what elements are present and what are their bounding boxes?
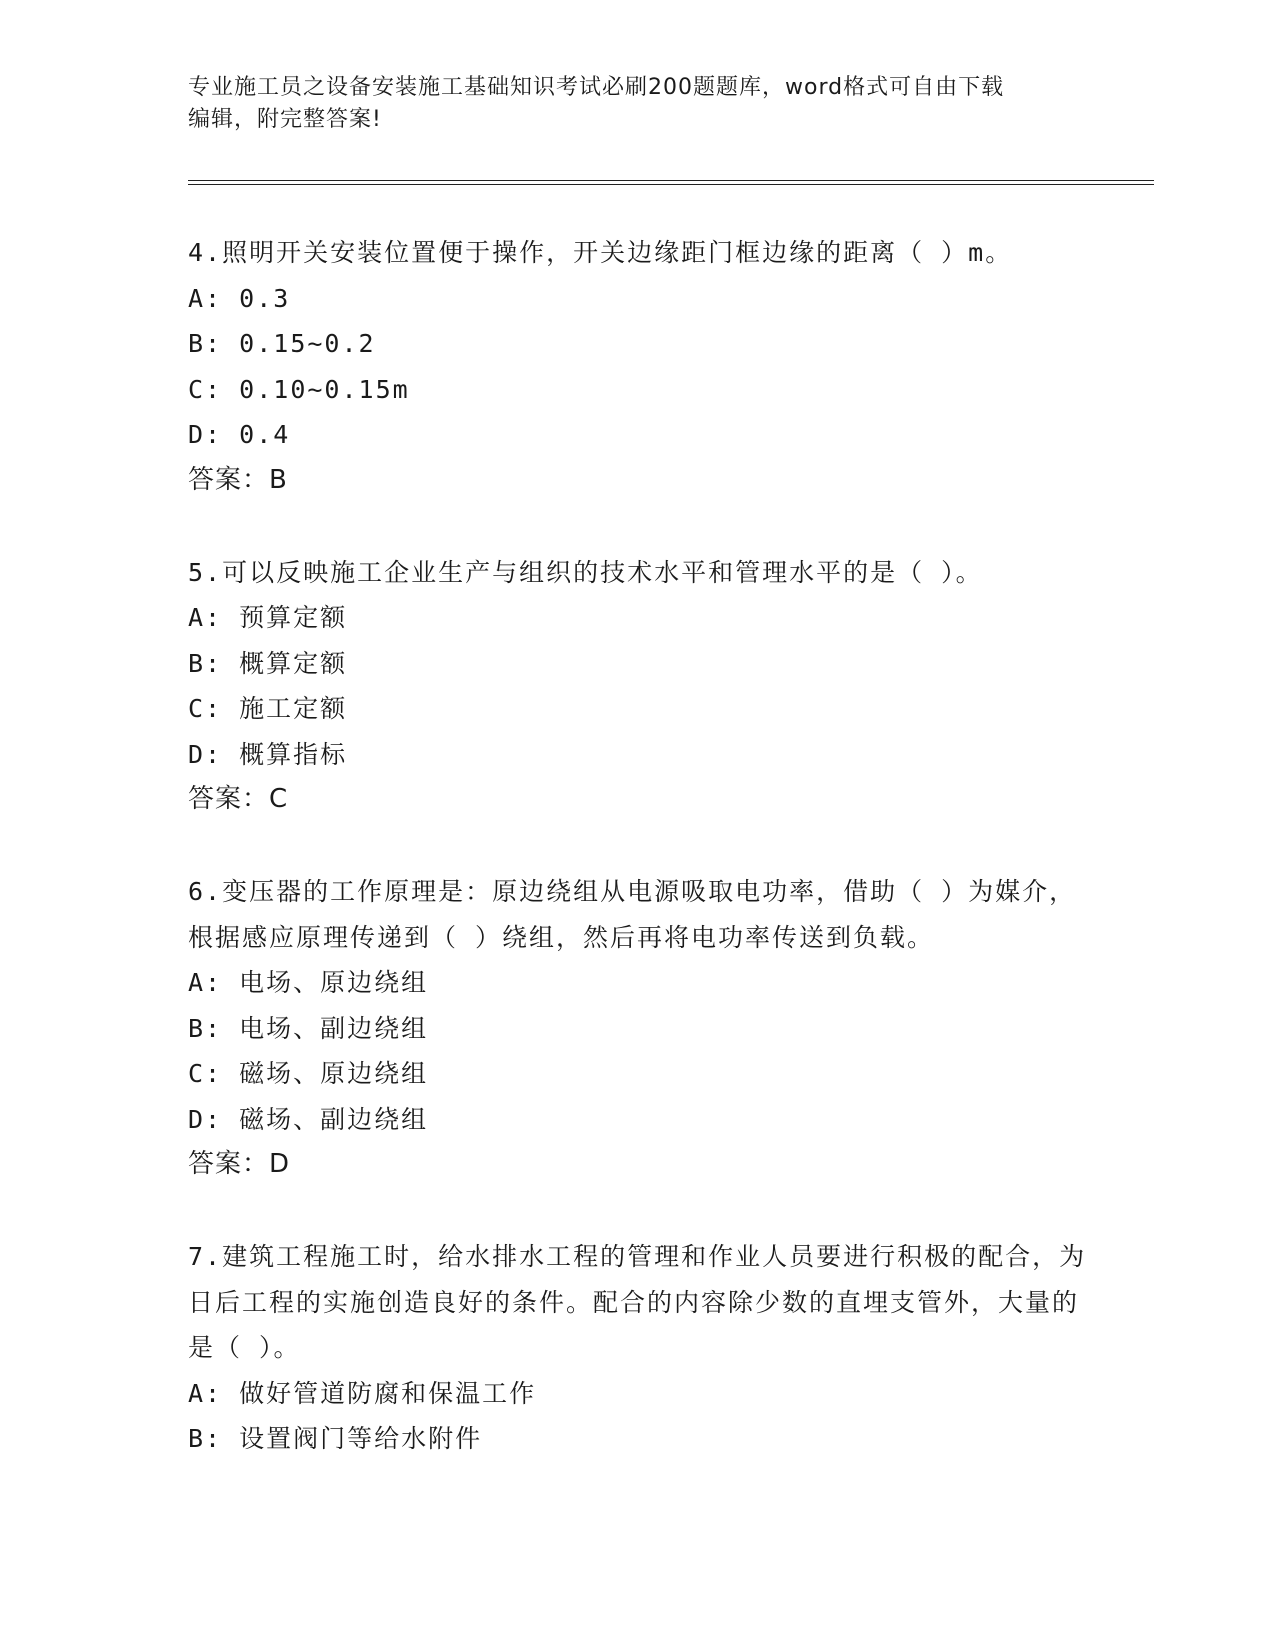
question-stem: 4.照明开关安装位置便于操作，开关边缘距门框边缘的距离（ ）m。 [188, 238, 1013, 267]
document-header [188, 72, 1068, 136]
option-text: 电场、原边绕组 [239, 968, 429, 997]
option-letter: B: [188, 329, 223, 358]
option-letter: A: [188, 283, 223, 313]
option-b [188, 641, 1088, 687]
answer-label: 答案：D [188, 1149, 291, 1179]
option-b [188, 1006, 1088, 1052]
option-letter: D: [188, 739, 223, 769]
option-letter: D: [188, 420, 223, 449]
option-letter: C: [188, 694, 223, 723]
option-text: 电场、副边绕组 [239, 1013, 429, 1043]
option-letter: B: [188, 648, 223, 678]
option-text: 预算定额 [239, 603, 348, 632]
option-b [188, 321, 1088, 367]
option-d [188, 412, 1088, 458]
option-letter: D: [188, 1104, 223, 1134]
option-text: 磁场、原边绕组 [239, 1059, 429, 1088]
option-letter: B: [188, 1424, 223, 1453]
option-d [188, 1097, 1088, 1143]
question-4 [188, 230, 1088, 502]
option-text: 做好管道防腐和保温工作 [239, 1378, 537, 1408]
option-a [188, 595, 1088, 641]
option-letter: A: [188, 603, 223, 632]
option-letter: B: [188, 1013, 223, 1043]
answer-label: 答案：B [188, 464, 288, 495]
option-letter: A: [188, 968, 223, 997]
option-text: 概算定额 [239, 648, 348, 678]
question-stem: 5.可以反映施工企业生产与组织的技术水平和管理水平的是（ ）。 [188, 557, 983, 587]
option-text: 0.15~0.2 [239, 329, 376, 358]
option-text: 施工定额 [239, 694, 348, 723]
question-5 [188, 550, 1088, 822]
option-a [188, 960, 1088, 1006]
option-a [188, 276, 1088, 322]
option-text: 0.3 [239, 283, 291, 313]
option-d [188, 732, 1088, 778]
question-6 [188, 869, 1088, 1186]
header-line-1: 专业施工员之设备安装施工基础知识考试必刷200题题库，word格式可自由下载 [188, 75, 1005, 100]
option-text: 0.4 [239, 420, 291, 449]
option-letter: A: [188, 1378, 223, 1408]
option-c [188, 686, 1088, 732]
option-letter: C: [188, 1059, 223, 1088]
question-list [188, 230, 1088, 1510]
option-c [188, 1051, 1088, 1097]
question-stem: 7.建筑工程施工时，给水排水工程的管理和作业人员要进行积极的配合，为日后工程的实施创造良好的条件。配合的内容除少数的直埋支管外，大量的是（ ）。 [188, 1242, 1087, 1362]
option-letter: C: [188, 374, 223, 404]
option-a [188, 1371, 1088, 1417]
option-text: 概算指标 [239, 739, 348, 769]
option-c [188, 367, 1088, 413]
option-b [188, 1416, 1088, 1462]
header-divider [188, 180, 1154, 185]
option-text: 0.10~0.15m [239, 374, 410, 404]
answer-label: 答案：C [188, 784, 289, 814]
question-7 [188, 1234, 1088, 1462]
header-line-2: 编辑，附完整答案! [188, 107, 382, 132]
question-stem: 6.变压器的工作原理是：原边绕组从电源吸取电功率，借助（ ）为媒介，根据感应原理传递到（ ）绕组，然后再将电功率传送到负载。 [188, 877, 1077, 952]
option-text: 磁场、副边绕组 [239, 1104, 429, 1134]
option-text: 设置阀门等给水附件 [239, 1424, 483, 1453]
